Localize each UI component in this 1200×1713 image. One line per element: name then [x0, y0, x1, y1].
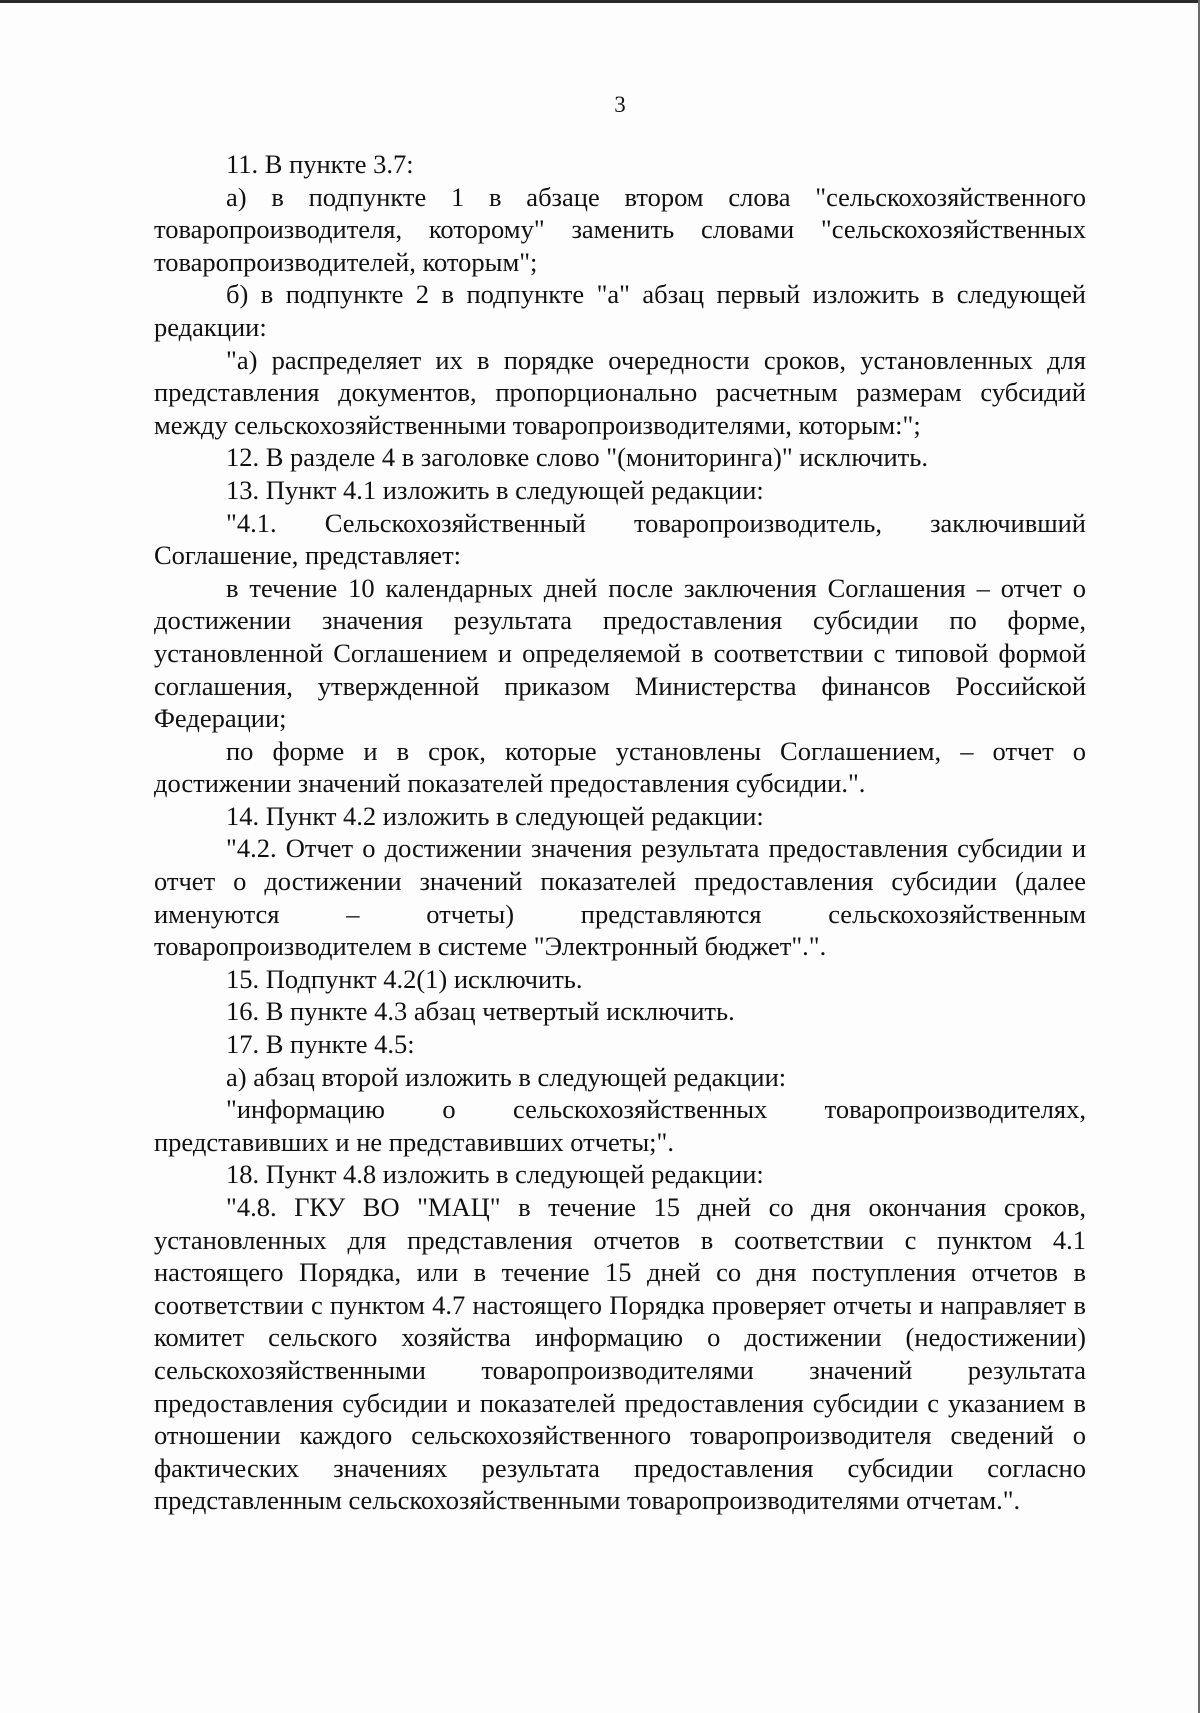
paragraph-quote-4-2: "4.2. Отчет о достижении значения результата предоставления субсидии и отчет о достижении значений показателей предоставления субсидии (далее именуются – отчеты) представляются сельскохозяйственным товаропроизводителем в системе "Электронный бюджет".". [154, 833, 1086, 962]
paragraph-item-12: 12. В разделе 4 в заголовке слово "(мониторинга)" исключить. [226, 442, 928, 473]
page-number: 3 [614, 92, 626, 117]
paragraph-item-17: 17. В пункте 4.5: [226, 1029, 415, 1060]
paragraph-quote-4-1-first: в течение 10 календарных дней после заключения Соглашения – отчет о достижении значения результата предоставления субсидии по форме, установленной Соглашением и определяемой в соответствии с типовой формой соглашения, утвержденной приказом Министерства финансов Российской Федерации; [154, 572, 1086, 734]
paragraph-item-17a: а) абзац второй изложить в следующей редакции: [226, 1061, 787, 1092]
paragraph-quote-4-8: "4.8. ГКУ ВО "МАЦ" в течение 15 дней со дня окончания сроков, установленных для представления отчетов в соответствии с пунктом 4.1 настоящего Порядка, или в течение 15 дней со дня поступления отчетов в соответствии с пунктом 4.7 настоящего Порядка проверяет отчеты и направляет в комитет сельского хозяйства информацию о достижении (недостижении) сельскохозяйственными товаропроизводителями значений результата предоставления субсидии и показателей предоставления субсидии с указанием в отношении каждого сельскохозяйственного товаропроизводителя сведений о фактических значениях результата предоставления субсидии согласно представленным сельскохозяйственными товаропроизводителями отчетам.". [154, 1192, 1086, 1516]
paragraph-quote-11b: "а) распределяет их в порядке очередности сроков, установленных для представления документов, пропорционально расчетным размерам субсидий между сельскохозяйственными товаропроизводителями, которым:"; [154, 344, 1086, 440]
paragraph-item-13: 13. Пункт 4.1 изложить в следующей редакции: [226, 474, 764, 505]
paragraph-item-11b: б) в подпункте 2 в подпункте "а" абзац первый изложить в следующей редакции: [154, 279, 1086, 342]
paragraph-item-16: 16. В пункте 4.3 абзац четвертый исключить. [226, 996, 735, 1027]
paragraph-quote-4-1-second: по форме и в срок, которые установлены Соглашением, – отчет о достижении значений показателей предоставления субсидии.". [154, 735, 1086, 799]
paragraph-item-11a: а) в подпункте 1 в абзаце втором слова "сельскохозяйственного товаропроизводителя, которому" заменить словами "сельскохозяйственных товаропроизводителей, которым"; [154, 181, 1086, 277]
paragraph-item-14: 14. Пункт 4.2 изложить в следующей редакции: [226, 800, 764, 831]
paragraph-item-11: 11. В пункте 3.7: [226, 149, 414, 179]
document-body [154, 148, 1086, 1517]
paragraph-item-15: 15. Подпункт 4.2(1) исключить. [226, 963, 583, 994]
paragraph-quote-17a: "информацию о сельскохозяйственных товаропроизводителях, представивших и не представивших отчеты;". [154, 1094, 1086, 1157]
scan-top-edge [0, 0, 1200, 3]
paragraph-item-18: 18. Пункт 4.8 изложить в следующей редакции: [226, 1159, 764, 1190]
paragraph-quote-4-1: "4.1. Сельскохозяйственный товаропроизводитель, заключивший Соглашение, представляет: [154, 507, 1086, 571]
